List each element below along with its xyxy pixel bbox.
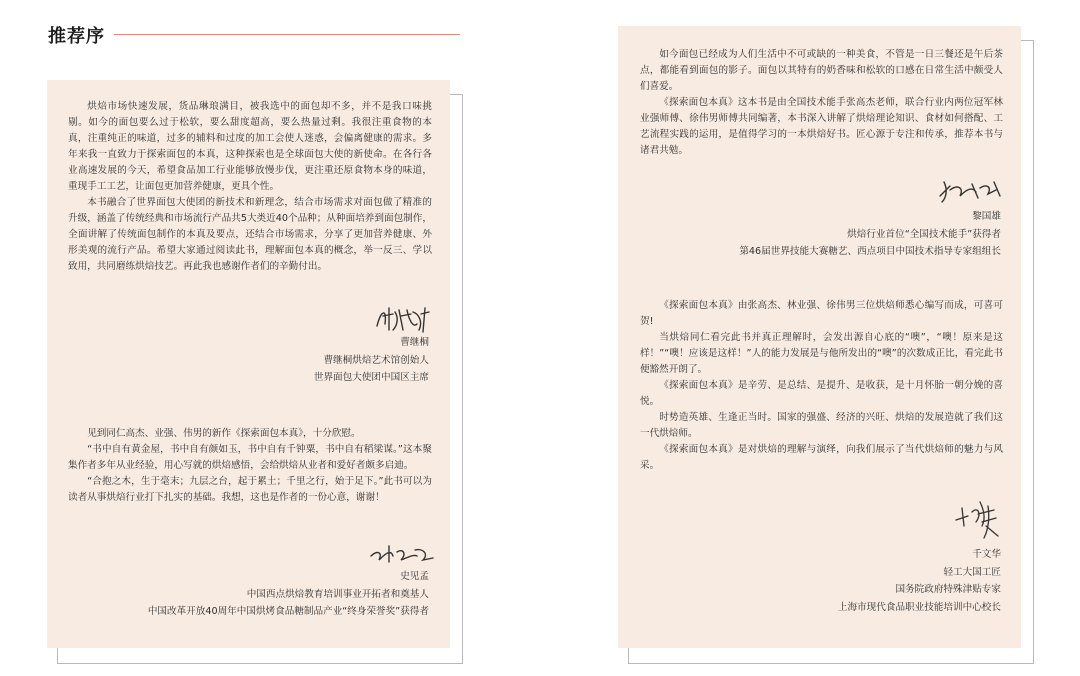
right-card — [618, 26, 1021, 648]
right-letter1-signature — [739, 208, 1001, 261]
left-letter2-signature — [148, 568, 429, 621]
handwritten-signature-cao — [373, 304, 433, 336]
paragraph: 见到同仁高杰、业强、伟男的新作《探索面包本真》，十分欣慰。 — [87, 428, 361, 439]
left-letter1-signature — [314, 334, 429, 387]
paragraph: 《探索面包本真》是对烘焙的理解与演绎，向我们展示了当代烘焙师的魅力与风采。 — [640, 444, 1003, 471]
right-letter1-body — [640, 47, 1003, 159]
paragraph: 烘焙市场快速发展，货品琳琅满目，被我选中的面包却不多，并不是我口味挑剔。如今的面包要么过于松软，要么甜度超高，要么热量过剩。我很注重食物的本真，注重纯正的味道，过多的辅料和过度的加工会使人迷惑，会偏离健康的需求。多年来我一直致力于探索面包的本真，这种探索也是全球面包大使的新使命。在各行各业高速发展的今天，希望食品加工行业能够放慢步伐，更注重还原食物本身的味道，重现手工工艺，让面包更加营养健康，更具个性。 — [68, 101, 432, 192]
paragraph: 《探索面包本真》这本书是由全国技术能手张高杰老师，联合行业内两位冠军林业强师傅、徐伟男师傅共同编著，本书深入讲解了烘焙理论知识、食材如何搭配、工艺流程实践的运用，是值得学习的一本烘焙好书。匠心源于专注和传承，推荐本书与诸君共勉。 — [640, 97, 1003, 156]
paragraph: 时势造英雄、生逢正当时。国家的强盛、经济的兴旺、烘焙的发展造就了我们这一代烘焙师。 — [640, 412, 1003, 439]
handwritten-signature-qian — [952, 496, 1002, 542]
paragraph: 《探索面包本真》是辛劳、是总结、是提升、是收获，是十月怀胎一朝分娩的喜悦。 — [640, 380, 1003, 407]
left-letter1-body — [68, 99, 432, 275]
page-title: 推荐序 — [48, 26, 105, 47]
handwritten-signature-shi — [367, 542, 437, 564]
paragraph: 本书融合了世界面包大使团的新技术和新理念，结合市场需求对面包做了精准的升级，涵盖了传统经典和市场流行产品共5大类近40个品种；从种面培养到面包制作，全面讲解了传统面包制作的本真及要点，还结合市场需求，分享了更加营养健康、外形美观的流行产品。希望大家通过阅读此书，理解面包本真的概念，举一反三、学以致用，共同磨练烘焙技艺。再此我也感谢作者们的辛勤付出。 — [68, 197, 432, 272]
author-title: 上海市现代食品职业技能培训中心校长 — [837, 601, 1001, 613]
paragraph: 如今面包已经成为人们生活中不可或缺的一种美食，不管是一日三餐还是午后茶点，都能看到面包的影子。面包以其特有的奶香味和松软的口感在日常生活中颇受人们喜爱。 — [640, 49, 1003, 92]
handwritten-signature-li — [936, 176, 1006, 204]
author-title: 国务院政府特殊津贴专家 — [895, 584, 1001, 595]
paragraph: “合抱之木，生于毫末；九层之台，起于累土；千里之行，始于足下。”此书可以为读者从事烘焙行业打下扎实的基础。我想，这也是作者的一份心意，谢谢！ — [68, 476, 432, 503]
paragraph: “书中自有黄金屋，书中自有颜如玉，书中自有千钟粟，书中自有稻梁谋。”这本聚集作者多年从业经验，用心写就的烘焙感悟，会给烘焙从业者和爱好者颇多启迪。 — [68, 444, 432, 471]
paragraph: 当烘焙同仁看完此书并真正理解时，会发出源自心底的“噢”，“噢！原来是这样！”“噢！应该是这样！”人的能力发展是与他所发出的“噢”的次数成正比，看完此书便豁然开朗了。 — [640, 332, 1003, 375]
author-name: 史见孟 — [400, 571, 429, 582]
author-name: 千文华 — [972, 549, 1001, 560]
author-title: 烘焙行业首位“全国技术能手”获得者 — [847, 228, 1001, 240]
title-divider — [114, 34, 460, 35]
author-name: 黎国雄 — [972, 211, 1001, 222]
author-title: 世界面包大使团中国区主席 — [313, 372, 429, 383]
author-title: 中国西点烘焙教育培训事业开拓者和奠基人 — [246, 588, 429, 600]
author-title: 第46届世界技能大赛糖艺、西点项目中国技术指导专家组组长 — [739, 246, 1001, 257]
paragraph: 《探索面包本真》由张高杰、林业强、徐伟男三位烘焙师悉心编写而成，可喜可贺! — [640, 300, 1003, 327]
left-card — [47, 80, 450, 648]
right-letter2-body — [640, 298, 1003, 474]
author-title: 轻工大国工匠 — [943, 566, 1001, 578]
left-letter2-body — [68, 426, 432, 506]
author-title: 曹继桐烘焙艺术馆创始人 — [323, 354, 429, 366]
right-letter2-signature — [838, 546, 1001, 616]
author-title: 中国改革开放40周年中国烘烤食品糖制品产业“终身荣誉奖”获得者 — [147, 606, 429, 617]
author-name: 曹继桐 — [400, 337, 429, 348]
